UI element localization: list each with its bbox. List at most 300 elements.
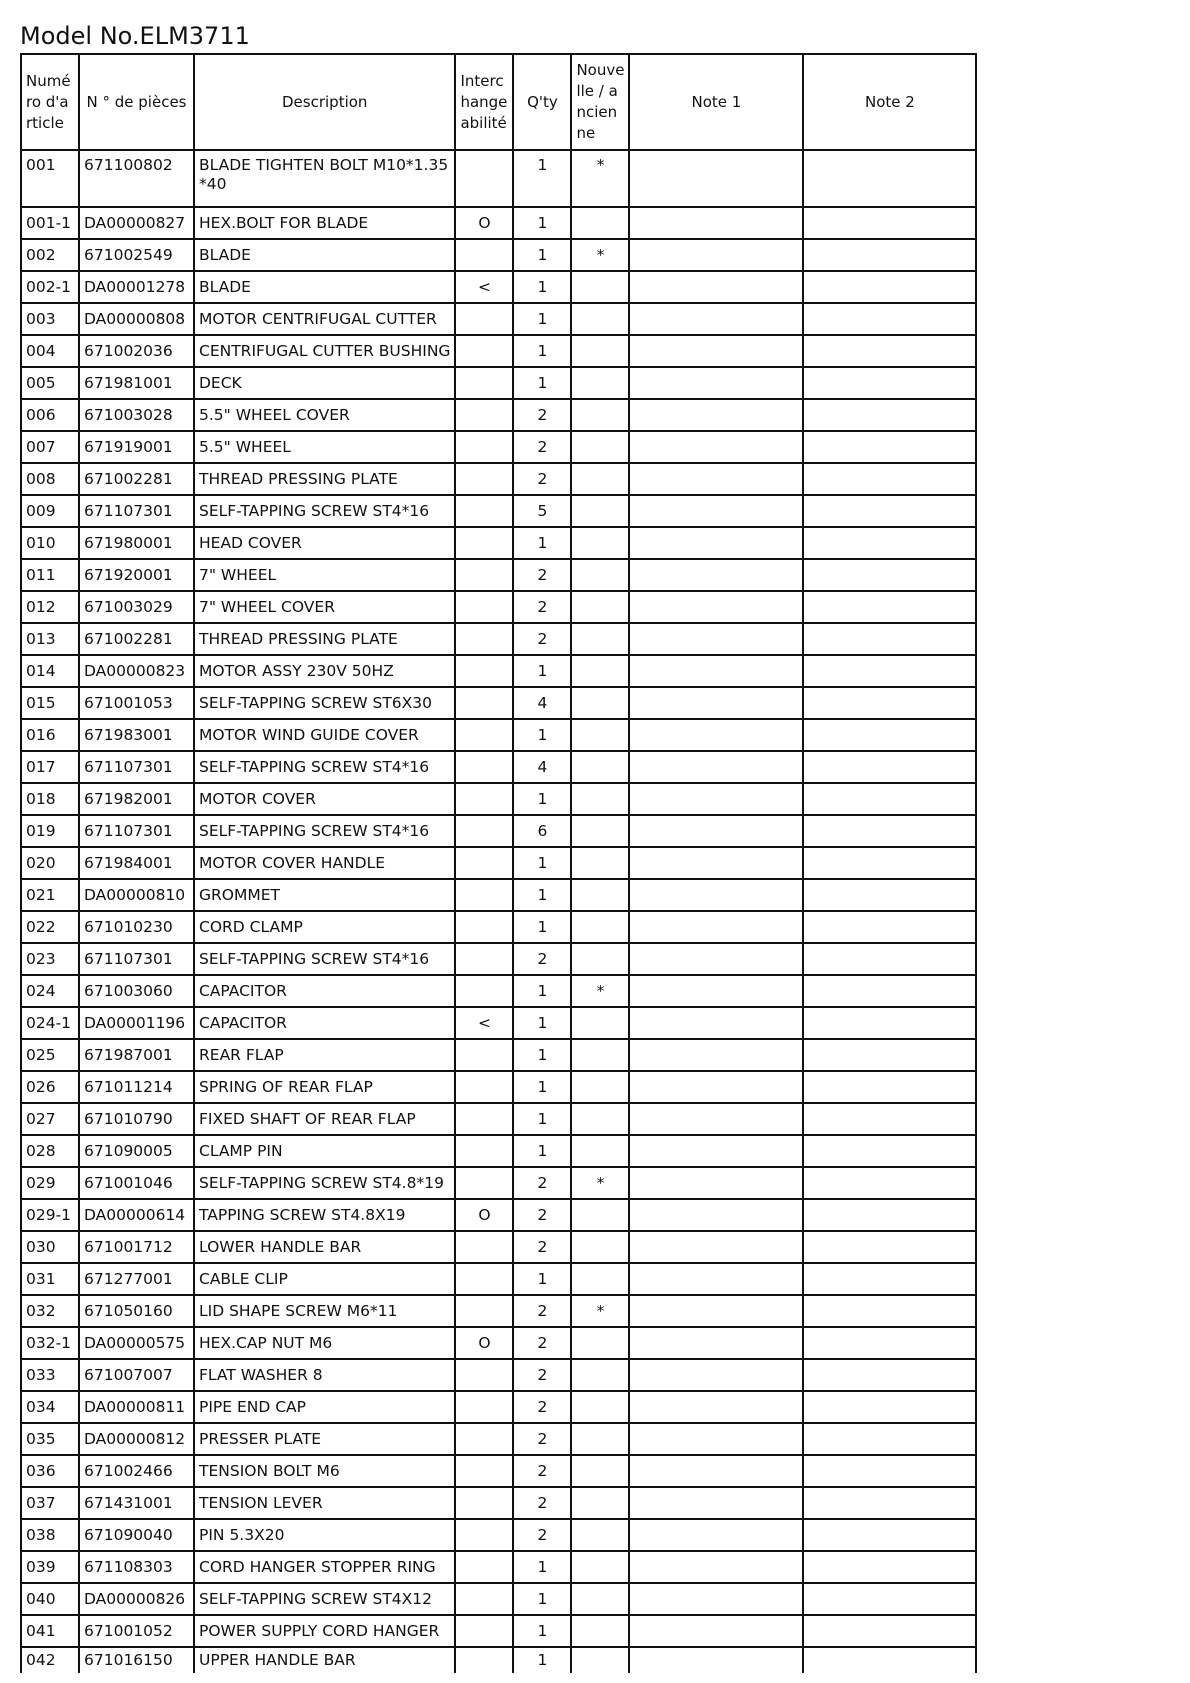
- cell-interchangeability: [455, 1423, 513, 1455]
- cell-part-no: 671016150: [79, 1647, 194, 1673]
- cell-note-1: [629, 1263, 803, 1295]
- table-row: [21, 687, 976, 719]
- cell-description: HEAD COVER: [194, 527, 455, 559]
- header-description: Description: [194, 54, 455, 150]
- cell-interchangeability: [455, 1167, 513, 1199]
- cell-qty: 1: [513, 1103, 571, 1135]
- table-row: [21, 847, 976, 879]
- cell-note-2: [803, 975, 976, 1007]
- cell-description: CAPACITOR: [194, 1007, 455, 1039]
- cell-note-1: [629, 943, 803, 975]
- cell-part-no: DA00000614: [79, 1199, 194, 1231]
- cell-qty: 2: [513, 431, 571, 463]
- header-part-no: N ° de pièces: [79, 54, 194, 150]
- cell-part-no: 671982001: [79, 783, 194, 815]
- cell-item-no: 021: [21, 879, 79, 911]
- cell-note-2: [803, 1615, 976, 1647]
- cell-part-no: 671001052: [79, 1615, 194, 1647]
- cell-description: TENSION BOLT M6: [194, 1455, 455, 1487]
- cell-qty: 2: [513, 1487, 571, 1519]
- cell-qty: 1: [513, 271, 571, 303]
- header-interchangeability: Interchangeabilité: [455, 54, 513, 150]
- table-row: [21, 1615, 976, 1647]
- cell-interchangeability: [455, 335, 513, 367]
- cell-note-1: [629, 911, 803, 943]
- table-row: [21, 591, 976, 623]
- cell-item-no: 018: [21, 783, 79, 815]
- cell-item-no: 004: [21, 335, 79, 367]
- table-row: [21, 1551, 976, 1583]
- table-row: [21, 463, 976, 495]
- cell-interchangeability: [455, 463, 513, 495]
- cell-qty: 5: [513, 495, 571, 527]
- cell-note-2: [803, 1423, 976, 1455]
- cell-note-1: [629, 1199, 803, 1231]
- cell-description: GROMMET: [194, 879, 455, 911]
- cell-note-2: [803, 207, 976, 239]
- cell-item-no: 035: [21, 1423, 79, 1455]
- cell-interchangeability: [455, 975, 513, 1007]
- cell-note-1: [629, 1551, 803, 1583]
- cell-new-old: [571, 559, 629, 591]
- cell-qty: 2: [513, 1231, 571, 1263]
- cell-description: SPRING OF REAR FLAP: [194, 1071, 455, 1103]
- cell-description: MOTOR COVER: [194, 783, 455, 815]
- cell-new-old: [571, 1359, 629, 1391]
- cell-description: LOWER HANDLE BAR: [194, 1231, 455, 1263]
- cell-interchangeability: [455, 150, 513, 207]
- cell-description: PIPE END CAP: [194, 1391, 455, 1423]
- cell-interchangeability: [455, 1391, 513, 1423]
- cell-interchangeability: [455, 1487, 513, 1519]
- table-row: [21, 1487, 976, 1519]
- cell-qty: 2: [513, 1455, 571, 1487]
- cell-qty: 1: [513, 1071, 571, 1103]
- cell-item-no: 029: [21, 1167, 79, 1199]
- cell-description: BLADE: [194, 239, 455, 271]
- cell-item-no: 006: [21, 399, 79, 431]
- cell-note-2: [803, 847, 976, 879]
- cell-qty: 1: [513, 879, 571, 911]
- cell-interchangeability: [455, 1295, 513, 1327]
- cell-interchangeability: [455, 1359, 513, 1391]
- cell-note-1: [629, 1359, 803, 1391]
- cell-part-no: 671920001: [79, 559, 194, 591]
- cell-new-old: [571, 1487, 629, 1519]
- cell-note-1: [629, 271, 803, 303]
- cell-qty: 1: [513, 207, 571, 239]
- cell-description: TAPPING SCREW ST4.8X19: [194, 1199, 455, 1231]
- cell-new-old: [571, 1615, 629, 1647]
- cell-part-no: DA00000826: [79, 1583, 194, 1615]
- cell-qty: 2: [513, 1519, 571, 1551]
- cell-part-no: DA00000811: [79, 1391, 194, 1423]
- cell-new-old: [571, 815, 629, 847]
- cell-item-no: 019: [21, 815, 79, 847]
- cell-part-no: 671002036: [79, 335, 194, 367]
- cell-description: SELF-TAPPING SCREW ST4*16: [194, 495, 455, 527]
- table-row: [21, 815, 976, 847]
- cell-part-no: 671003028: [79, 399, 194, 431]
- cell-item-no: 007: [21, 431, 79, 463]
- cell-part-no: 671050160: [79, 1295, 194, 1327]
- cell-note-2: [803, 1135, 976, 1167]
- cell-item-no: 037: [21, 1487, 79, 1519]
- cell-part-no: 671003060: [79, 975, 194, 1007]
- cell-item-no: 036: [21, 1455, 79, 1487]
- cell-note-2: [803, 335, 976, 367]
- cell-note-1: [629, 1039, 803, 1071]
- cell-part-no: 671107301: [79, 815, 194, 847]
- cell-item-no: 012: [21, 591, 79, 623]
- cell-item-no: 016: [21, 719, 79, 751]
- cell-item-no: 010: [21, 527, 79, 559]
- cell-interchangeability: <: [455, 1007, 513, 1039]
- cell-description: CORD HANGER STOPPER RING: [194, 1551, 455, 1583]
- cell-note-2: [803, 943, 976, 975]
- cell-part-no: 671987001: [79, 1039, 194, 1071]
- cell-part-no: DA00000812: [79, 1423, 194, 1455]
- cell-qty: 1: [513, 1039, 571, 1071]
- cell-description: HEX.BOLT FOR BLADE: [194, 207, 455, 239]
- cell-note-2: [803, 815, 976, 847]
- cell-description: 7" WHEEL: [194, 559, 455, 591]
- cell-qty: 2: [513, 559, 571, 591]
- cell-interchangeability: O: [455, 1199, 513, 1231]
- cell-qty: 1: [513, 719, 571, 751]
- cell-description: MOTOR CENTRIFUGAL CUTTER: [194, 303, 455, 335]
- cell-qty: 1: [513, 335, 571, 367]
- cell-description: CAPACITOR: [194, 975, 455, 1007]
- cell-new-old: *: [571, 239, 629, 271]
- cell-part-no: DA00001196: [79, 1007, 194, 1039]
- cell-note-2: [803, 751, 976, 783]
- cell-new-old: [571, 1519, 629, 1551]
- cell-note-1: [629, 399, 803, 431]
- cell-part-no: 671277001: [79, 1263, 194, 1295]
- cell-part-no: 671431001: [79, 1487, 194, 1519]
- cell-part-no: 671001053: [79, 687, 194, 719]
- cell-note-2: [803, 1359, 976, 1391]
- table-row: [21, 1455, 976, 1487]
- cell-note-1: [629, 527, 803, 559]
- cell-item-no: 033: [21, 1359, 79, 1391]
- cell-note-1: [629, 815, 803, 847]
- cell-part-no: 671919001: [79, 431, 194, 463]
- cell-description: MOTOR WIND GUIDE COVER: [194, 719, 455, 751]
- cell-interchangeability: [455, 1551, 513, 1583]
- table-row: [21, 783, 976, 815]
- cell-note-2: [803, 1551, 976, 1583]
- cell-new-old: [571, 1391, 629, 1423]
- cell-part-no: 671983001: [79, 719, 194, 751]
- cell-note-2: [803, 1039, 976, 1071]
- cell-description: TENSION LEVER: [194, 1487, 455, 1519]
- cell-qty: 1: [513, 527, 571, 559]
- cell-description: POWER SUPPLY CORD HANGER: [194, 1615, 455, 1647]
- cell-qty: 1: [513, 1615, 571, 1647]
- cell-description: MOTOR COVER HANDLE: [194, 847, 455, 879]
- cell-interchangeability: [455, 1231, 513, 1263]
- cell-part-no: 671107301: [79, 495, 194, 527]
- cell-new-old: [571, 1199, 629, 1231]
- cell-qty: 2: [513, 1391, 571, 1423]
- cell-new-old: [571, 271, 629, 303]
- cell-item-no: 026: [21, 1071, 79, 1103]
- cell-qty: 1: [513, 1007, 571, 1039]
- cell-description: CABLE CLIP: [194, 1263, 455, 1295]
- cell-note-1: [629, 623, 803, 655]
- cell-description: REAR FLAP: [194, 1039, 455, 1071]
- cell-note-1: [629, 687, 803, 719]
- cell-part-no: DA00000808: [79, 303, 194, 335]
- cell-interchangeability: [455, 239, 513, 271]
- cell-qty: 1: [513, 655, 571, 687]
- cell-part-no: 671002281: [79, 463, 194, 495]
- cell-note-2: [803, 303, 976, 335]
- cell-new-old: [571, 335, 629, 367]
- cell-item-no: 011: [21, 559, 79, 591]
- cell-interchangeability: [455, 399, 513, 431]
- cell-item-no: 028: [21, 1135, 79, 1167]
- cell-interchangeability: [455, 1263, 513, 1295]
- cell-note-2: [803, 1487, 976, 1519]
- cell-interchangeability: [455, 431, 513, 463]
- cell-note-1: [629, 1423, 803, 1455]
- cell-new-old: [571, 1647, 629, 1673]
- cell-new-old: [571, 1551, 629, 1583]
- table-row: [21, 207, 976, 239]
- table-row: [21, 303, 976, 335]
- header-note-2: Note 2: [803, 54, 976, 150]
- cell-note-2: [803, 431, 976, 463]
- cell-interchangeability: [455, 751, 513, 783]
- cell-part-no: 671980001: [79, 527, 194, 559]
- cell-interchangeability: [455, 591, 513, 623]
- cell-note-1: [629, 239, 803, 271]
- cell-note-1: [629, 150, 803, 207]
- cell-part-no: 671001046: [79, 1167, 194, 1199]
- cell-item-no: 039: [21, 1551, 79, 1583]
- cell-interchangeability: [455, 367, 513, 399]
- cell-note-2: [803, 911, 976, 943]
- cell-interchangeability: [455, 495, 513, 527]
- cell-note-1: [629, 1167, 803, 1199]
- cell-interchangeability: [455, 1583, 513, 1615]
- cell-new-old: [571, 527, 629, 559]
- cell-interchangeability: O: [455, 207, 513, 239]
- table-row: [21, 1199, 976, 1231]
- cell-item-no: 032: [21, 1295, 79, 1327]
- cell-note-1: [629, 431, 803, 463]
- cell-description: PRESSER PLATE: [194, 1423, 455, 1455]
- table-row: [21, 1359, 976, 1391]
- table-row: [21, 1295, 976, 1327]
- cell-interchangeability: [455, 1039, 513, 1071]
- cell-new-old: [571, 655, 629, 687]
- cell-note-2: [803, 1391, 976, 1423]
- cell-description: SELF-TAPPING SCREW ST4X12: [194, 1583, 455, 1615]
- cell-note-2: [803, 655, 976, 687]
- cell-note-1: [629, 1391, 803, 1423]
- cell-item-no: 002: [21, 239, 79, 271]
- cell-item-no: 031: [21, 1263, 79, 1295]
- cell-interchangeability: [455, 911, 513, 943]
- cell-interchangeability: [455, 1455, 513, 1487]
- cell-part-no: 671010790: [79, 1103, 194, 1135]
- cell-part-no: 671010230: [79, 911, 194, 943]
- cell-item-no: 025: [21, 1039, 79, 1071]
- cell-new-old: [571, 1231, 629, 1263]
- cell-note-2: [803, 527, 976, 559]
- cell-description: SELF-TAPPING SCREW ST4*16: [194, 943, 455, 975]
- table-row: [21, 399, 976, 431]
- cell-note-2: [803, 1071, 976, 1103]
- table-row: [21, 1167, 976, 1199]
- cell-item-no: 014: [21, 655, 79, 687]
- cell-interchangeability: [455, 719, 513, 751]
- cell-qty: 2: [513, 463, 571, 495]
- cell-note-2: [803, 1167, 976, 1199]
- cell-note-1: [629, 847, 803, 879]
- cell-item-no: 040: [21, 1583, 79, 1615]
- cell-note-1: [629, 1007, 803, 1039]
- cell-note-1: [629, 559, 803, 591]
- cell-new-old: [571, 687, 629, 719]
- cell-item-no: 008: [21, 463, 79, 495]
- cell-note-2: [803, 1263, 976, 1295]
- cell-part-no: 671002281: [79, 623, 194, 655]
- cell-part-no: 671090040: [79, 1519, 194, 1551]
- cell-new-old: [571, 1135, 629, 1167]
- cell-note-2: [803, 1231, 976, 1263]
- cell-new-old: [571, 911, 629, 943]
- cell-new-old: [571, 783, 629, 815]
- header-note-1: Note 1: [629, 54, 803, 150]
- table-row: [21, 623, 976, 655]
- cell-note-1: [629, 367, 803, 399]
- cell-item-no: 002-1: [21, 271, 79, 303]
- cell-new-old: [571, 1263, 629, 1295]
- cell-description: 7" WHEEL COVER: [194, 591, 455, 623]
- cell-item-no: 009: [21, 495, 79, 527]
- cell-note-2: [803, 879, 976, 911]
- cell-note-2: [803, 1007, 976, 1039]
- cell-qty: 1: [513, 1263, 571, 1295]
- cell-interchangeability: [455, 1135, 513, 1167]
- table-row: [21, 751, 976, 783]
- cell-qty: 1: [513, 1583, 571, 1615]
- cell-description: PIN 5.3X20: [194, 1519, 455, 1551]
- cell-part-no: DA00000827: [79, 207, 194, 239]
- cell-new-old: [571, 751, 629, 783]
- cell-note-1: [629, 1231, 803, 1263]
- cell-item-no: 034: [21, 1391, 79, 1423]
- cell-note-1: [629, 1519, 803, 1551]
- cell-qty: 2: [513, 623, 571, 655]
- cell-note-2: [803, 367, 976, 399]
- cell-note-2: [803, 559, 976, 591]
- table-row: [21, 431, 976, 463]
- cell-note-1: [629, 1647, 803, 1673]
- cell-interchangeability: [455, 943, 513, 975]
- cell-note-1: [629, 1071, 803, 1103]
- table-row: [21, 719, 976, 751]
- cell-qty: 2: [513, 1199, 571, 1231]
- cell-interchangeability: <: [455, 271, 513, 303]
- cell-description: CLAMP PIN: [194, 1135, 455, 1167]
- cell-note-1: [629, 1487, 803, 1519]
- cell-new-old: [571, 207, 629, 239]
- cell-note-1: [629, 1295, 803, 1327]
- cell-note-1: [629, 719, 803, 751]
- table-row: [21, 1231, 976, 1263]
- cell-qty: 1: [513, 303, 571, 335]
- table-row: [21, 1519, 976, 1551]
- cell-note-2: [803, 1295, 976, 1327]
- cell-item-no: 024-1: [21, 1007, 79, 1039]
- table-row: [21, 1039, 976, 1071]
- cell-qty: 2: [513, 1167, 571, 1199]
- cell-note-2: [803, 1647, 976, 1673]
- cell-interchangeability: [455, 687, 513, 719]
- table-row: [21, 495, 976, 527]
- cell-note-2: [803, 1519, 976, 1551]
- cell-part-no: 671090005: [79, 1135, 194, 1167]
- cell-qty: 1: [513, 1647, 571, 1673]
- cell-new-old: [571, 1455, 629, 1487]
- cell-interchangeability: [455, 655, 513, 687]
- cell-description: FIXED SHAFT OF REAR FLAP: [194, 1103, 455, 1135]
- cell-item-no: 042: [21, 1647, 79, 1673]
- cell-description: FLAT WASHER 8: [194, 1359, 455, 1391]
- cell-interchangeability: [455, 559, 513, 591]
- cell-note-2: [803, 1583, 976, 1615]
- cell-new-old: [571, 879, 629, 911]
- table-row: [21, 1071, 976, 1103]
- table-row: [21, 239, 976, 271]
- cell-note-2: [803, 1327, 976, 1359]
- cell-part-no: 671984001: [79, 847, 194, 879]
- cell-note-2: [803, 1103, 976, 1135]
- cell-description: THREAD PRESSING PLATE: [194, 623, 455, 655]
- cell-note-1: [629, 751, 803, 783]
- table-row: [21, 1007, 976, 1039]
- cell-item-no: 017: [21, 751, 79, 783]
- table-row: [21, 943, 976, 975]
- cell-new-old: [571, 719, 629, 751]
- cell-qty: 2: [513, 399, 571, 431]
- table-row: [21, 911, 976, 943]
- table-row: [21, 1391, 976, 1423]
- cell-note-2: [803, 463, 976, 495]
- cell-qty: 2: [513, 943, 571, 975]
- cell-note-1: [629, 303, 803, 335]
- cell-interchangeability: [455, 879, 513, 911]
- cell-item-no: 029-1: [21, 1199, 79, 1231]
- parts-table: [20, 53, 977, 1673]
- cell-qty: 6: [513, 815, 571, 847]
- cell-description: SELF-TAPPING SCREW ST4*16: [194, 815, 455, 847]
- cell-note-1: [629, 463, 803, 495]
- cell-description: LID SHAPE SCREW M6*11: [194, 1295, 455, 1327]
- cell-note-2: [803, 271, 976, 303]
- table-row: [21, 655, 976, 687]
- cell-part-no: 671002549: [79, 239, 194, 271]
- cell-new-old: [571, 1007, 629, 1039]
- cell-part-no: 671107301: [79, 943, 194, 975]
- cell-interchangeability: [455, 527, 513, 559]
